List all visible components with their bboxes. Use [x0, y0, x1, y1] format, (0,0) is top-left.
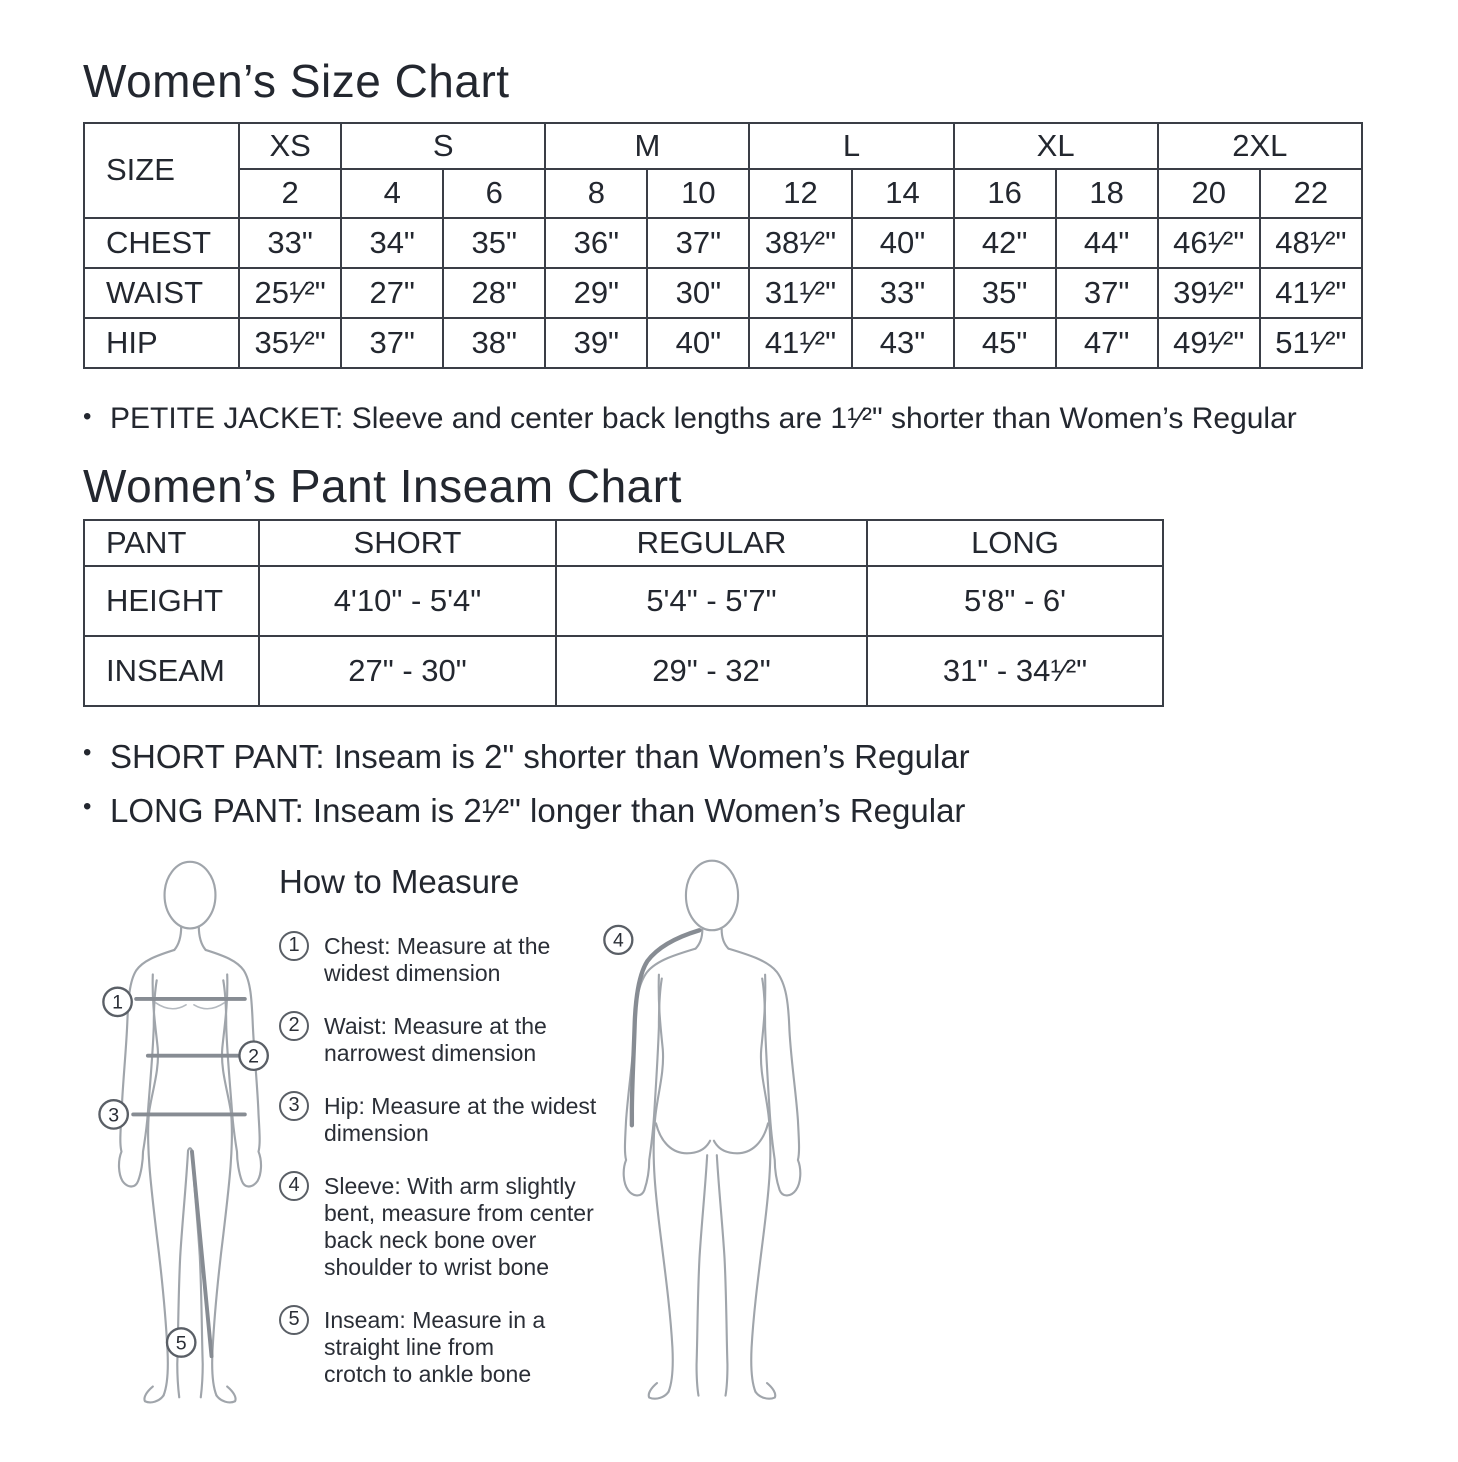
pant-inseam-table — [83, 519, 1164, 707]
womens-size-chart-table — [83, 122, 1363, 369]
measurement-cell: 29" — [545, 268, 647, 318]
measurement-cell: 37" — [341, 318, 443, 368]
marker-3 — [99, 1100, 127, 1128]
measure-step-chest — [279, 933, 609, 987]
measurement-cell: 34" — [341, 218, 443, 268]
measurement-cell: 40" — [852, 218, 954, 268]
marker-4 — [604, 926, 632, 954]
waist-row — [84, 268, 1362, 318]
measurement-cell: 29" - 32" — [556, 636, 867, 706]
pant-corner-label: PANT — [84, 520, 259, 566]
row-label-inseam: INSEAM — [84, 636, 259, 706]
pant-inseam-chart-title: Women’s Pant Inseam Chart — [83, 459, 682, 512]
long-pant-note — [83, 791, 1378, 831]
size-number-cell: 20 — [1158, 169, 1260, 218]
marker-5 — [167, 1328, 195, 1356]
size-number-cell: 22 — [1260, 169, 1362, 218]
bullet-icon: • — [83, 402, 92, 430]
size-group-cell: M — [545, 123, 749, 169]
bust-contour — [156, 1002, 225, 1008]
petite-jacket-note-text: PETITE JACKET: Sleeve and center back lengths are 1¹⁄²" shorter than Women’s Regular — [110, 401, 1297, 435]
chest-row — [84, 218, 1362, 268]
measurement-cell: 39¹⁄²" — [1158, 268, 1260, 318]
size-number-cell: 6 — [443, 169, 545, 218]
measurement-cell: 25¹⁄²" — [239, 268, 341, 318]
size-number-cell: 14 — [852, 169, 954, 218]
size-corner-label: SIZE — [84, 123, 239, 218]
measurement-cell: 41¹⁄²" — [1260, 268, 1362, 318]
measurement-cell: 4'10" - 5'4" — [259, 566, 556, 636]
measurement-cell: 37" — [1056, 268, 1158, 318]
size-number-cell: 8 — [545, 169, 647, 218]
measurement-cell: 38" — [443, 318, 545, 368]
measurement-cell: 30" — [647, 268, 749, 318]
how-to-measure-block — [279, 863, 609, 1414]
short-pant-note — [83, 737, 1378, 777]
measurement-cell: 33" — [239, 218, 341, 268]
svg-text:4: 4 — [612, 930, 624, 952]
measurement-cell: 27" - 30" — [259, 636, 556, 706]
petite-jacket-note — [83, 401, 1378, 437]
row-label-hip: HIP — [84, 318, 239, 368]
how-to-measure-section — [83, 853, 1378, 1438]
step-text: Hip: Measure at the widest dimension — [324, 1092, 597, 1146]
measurement-cell: 27" — [341, 268, 443, 318]
measure-step-hip — [279, 1093, 609, 1147]
back-body-figure — [587, 853, 837, 1413]
size-number-row — [84, 169, 1362, 218]
size-group-cell: XL — [954, 123, 1158, 169]
size-number-cell: 18 — [1056, 169, 1158, 218]
step-number-badge: 4 — [279, 1171, 309, 1201]
svg-text:1: 1 — [112, 991, 124, 1014]
pant-column-header: REGULAR — [556, 520, 867, 566]
measurement-cell: 36" — [545, 218, 647, 268]
back-body-outline — [624, 860, 801, 1398]
svg-text:2: 2 — [248, 1045, 260, 1068]
inseam-row — [84, 636, 1163, 706]
measurement-cell: 46¹⁄²" — [1158, 218, 1260, 268]
marker-2 — [239, 1041, 267, 1069]
step-number-badge: 5 — [279, 1305, 309, 1335]
measure-step-sleeve — [279, 1173, 609, 1281]
how-to-measure-title: How to Measure — [279, 862, 520, 900]
measurement-cell: 28" — [443, 268, 545, 318]
front-body-figure — [95, 855, 285, 1413]
pant-column-header: LONG — [867, 520, 1163, 566]
size-number-cell: 4 — [341, 169, 443, 218]
measurement-cell: 45" — [954, 318, 1056, 368]
measurement-cell: 35" — [954, 268, 1056, 318]
measure-step-waist — [279, 1013, 609, 1067]
size-group-cell: S — [341, 123, 545, 169]
measurement-cell: 41¹⁄²" — [749, 318, 851, 368]
step-text: Inseam: Measure in a straight line from crotch to ankle bone — [324, 1306, 546, 1387]
size-number-cell: 16 — [954, 169, 1056, 218]
step-number-badge: 3 — [279, 1091, 309, 1121]
measurement-cell: 33" — [852, 268, 954, 318]
short-pant-note-text: SHORT PANT: Inseam is 2" shorter than Women’s Regular — [110, 737, 970, 775]
long-pant-note-text: LONG PANT: Inseam is 2¹⁄²" longer than Women’s Regular — [110, 791, 966, 829]
measurement-cell: 31¹⁄²" — [749, 268, 851, 318]
bullet-icon: • — [83, 738, 92, 766]
measurement-cell: 5'4" - 5'7" — [556, 566, 867, 636]
measurement-cell: 47" — [1056, 318, 1158, 368]
size-group-cell: L — [749, 123, 953, 169]
svg-text:5: 5 — [175, 1332, 187, 1355]
measurement-cell: 51¹⁄²" — [1260, 318, 1362, 368]
measurement-cell: 40" — [647, 318, 749, 368]
measurement-cell: 42" — [954, 218, 1056, 268]
pant-column-header: SHORT — [259, 520, 556, 566]
step-text: Chest: Measure at the widest dimension — [324, 932, 551, 986]
measurement-cell: 49¹⁄²" — [1158, 318, 1260, 368]
measurement-cell: 38¹⁄²" — [749, 218, 851, 268]
size-group-cell: XS — [239, 123, 341, 169]
measurement-cell: 44" — [1056, 218, 1158, 268]
pant-header-row — [84, 520, 1163, 566]
measurement-cell: 43" — [852, 318, 954, 368]
size-group-cell: 2XL — [1158, 123, 1362, 169]
step-text: Waist: Measure at the narrowest dimension — [324, 1012, 547, 1066]
svg-text:3: 3 — [108, 1103, 120, 1126]
size-number-cell: 12 — [749, 169, 851, 218]
step-number-badge: 1 — [279, 931, 309, 961]
row-label-waist: WAIST — [84, 268, 239, 318]
size-number-cell: 2 — [239, 169, 341, 218]
measurement-cell: 5'8" - 6' — [867, 566, 1163, 636]
size-number-cell: 10 — [647, 169, 749, 218]
step-text: Sleeve: With arm slightly bent, measure from center back neck bone over shoulder to wrist bone — [324, 1172, 594, 1280]
step-number-badge: 2 — [279, 1011, 309, 1041]
marker-1 — [103, 987, 131, 1015]
measurement-cell: 35¹⁄²" — [239, 318, 341, 368]
measurement-cell: 31" - 34¹⁄²" — [867, 636, 1163, 706]
front-body-outline — [119, 862, 261, 1403]
measurement-cell: 35" — [443, 218, 545, 268]
measure-step-inseam — [279, 1307, 609, 1388]
measurement-cell: 39" — [545, 318, 647, 368]
measurement-cell: 37" — [647, 218, 749, 268]
hip-row — [84, 318, 1362, 368]
bullet-icon: • — [83, 792, 92, 820]
womens-size-chart-title: Women’s Size Chart — [83, 55, 510, 107]
row-label-chest: CHEST — [84, 218, 239, 268]
size-group-row — [84, 123, 1362, 169]
row-label-height: HEIGHT — [84, 566, 259, 636]
height-row — [84, 566, 1163, 636]
measurement-cell: 48¹⁄²" — [1260, 218, 1362, 268]
